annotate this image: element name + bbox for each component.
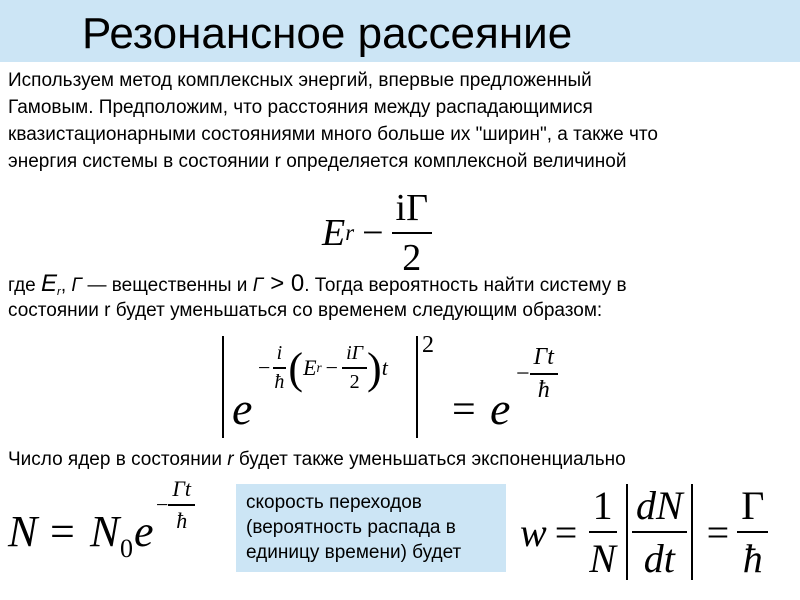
formula4-gamma: Γ xyxy=(737,482,768,533)
paragraph-1-line-4: энергия системы в состоянии r определяется комплексной величиной xyxy=(8,151,627,172)
formula-nuclei-decay xyxy=(8,476,228,586)
formula2-i: i xyxy=(273,342,287,369)
paragraph-1-line-2: Гамовым. Предположим, что расстояния между распадающимися xyxy=(8,97,593,118)
formula2-paren-close: ) xyxy=(367,343,382,393)
formula2-equals: = xyxy=(452,387,476,433)
p2-gamma2: Γ xyxy=(252,275,264,296)
formula3-fraction xyxy=(168,476,195,534)
formula3-minus: − xyxy=(156,492,169,517)
formula2-paren-open: ( xyxy=(288,343,304,393)
formula2-abs-left xyxy=(222,336,224,438)
formula4-hbar: ħ xyxy=(742,536,763,581)
formula3-gammat: Γt xyxy=(168,476,195,506)
formula2-e: e xyxy=(232,383,253,434)
formula4-equals: = xyxy=(554,509,578,555)
formula3-N0: N xyxy=(90,507,120,556)
p3-after: будет также уменьшаться экспоненциально xyxy=(233,449,626,470)
formula2-E: E xyxy=(303,355,317,380)
p2-suffix: . Тогда вероятность найти систему в xyxy=(304,275,627,296)
formula4-one-over-N xyxy=(585,482,620,582)
formula2-e-right: e xyxy=(490,383,511,434)
formula2-two: 2 xyxy=(349,371,360,393)
formula1-r: r xyxy=(345,220,355,245)
formula4-dt: dt xyxy=(643,536,675,581)
callout-box xyxy=(236,484,506,572)
formula2-right-minus: − xyxy=(516,360,530,387)
p2-prefix: где xyxy=(8,275,42,296)
formula2-abs-right xyxy=(416,336,418,438)
formula-transition-rate xyxy=(520,482,768,582)
formula4-gamma-over-hbar xyxy=(737,482,768,582)
p2-gamma: Γ xyxy=(71,275,83,296)
formula4-abs-right xyxy=(691,484,693,580)
formula1-minus: − xyxy=(362,212,384,254)
formula4-dN: dN xyxy=(632,482,687,533)
callout-line-1: скорость переходов xyxy=(246,492,422,513)
formula3-N: N xyxy=(8,507,38,556)
formula1-E: E xyxy=(322,212,346,254)
formula2-i-over-hbar xyxy=(270,342,288,394)
slide-title: Резонансное рассеяние xyxy=(82,9,573,58)
formula4-equals-2: = xyxy=(706,509,730,555)
p2-r-sub: r xyxy=(57,285,61,298)
p2-dash: — xyxy=(82,275,112,296)
formula3-zero: 0 xyxy=(120,534,133,563)
paragraph-3 xyxy=(8,446,626,473)
formula3-exponent xyxy=(156,476,195,534)
formula2-right-hbar: ħ xyxy=(537,377,550,403)
formula4-w: w xyxy=(520,509,547,555)
formula2-exponent xyxy=(258,342,388,394)
formula2-power-2: 2 xyxy=(422,332,434,358)
formula4-one: 1 xyxy=(589,482,617,533)
paragraph-1-line-3: квазистационарными состояниями много больше их "ширин", а также что xyxy=(8,124,658,145)
formula2-gammat-over-hbar xyxy=(530,344,558,404)
formula2-inner-minus: − xyxy=(325,355,339,380)
formula2-igamma-over-2 xyxy=(342,342,367,394)
callout-line-2: (вероятность распада в xyxy=(246,517,456,538)
formula1-numerator: iΓ xyxy=(392,186,433,234)
formula2-igamma: iΓ xyxy=(342,342,367,369)
formula1-fraction xyxy=(392,186,433,280)
formula4-N: N xyxy=(589,536,616,581)
formula4-dn-over-dt xyxy=(632,482,687,582)
paragraph-1-line-1: Используем метод комплексных энергий, впервые предложенный xyxy=(8,70,592,91)
p2-gt0: > 0 xyxy=(263,270,305,297)
callout-line-3: единицу времени) будет xyxy=(246,542,462,563)
formula2-exp-minus: − xyxy=(258,355,271,380)
p3-before: Число ядер в состоянии xyxy=(8,449,228,470)
formula2-t: t xyxy=(381,355,388,380)
formula2-r: r xyxy=(316,360,322,375)
paragraph-2-line-2: состоянии r будет уменьшаться со временем следующим образом: xyxy=(8,300,603,321)
formula2-hbar: ħ xyxy=(274,371,285,393)
p2-comma: , xyxy=(60,275,72,296)
formula-complex-energy xyxy=(322,186,432,280)
formula3-hbar: ħ xyxy=(176,508,188,533)
formula4-abs-left xyxy=(626,484,628,580)
p2-E: E xyxy=(41,270,58,297)
p2-middle: вещественны и xyxy=(111,275,253,296)
formula2-right-exponent xyxy=(516,344,558,404)
formula2-gammat: Γt xyxy=(530,344,558,375)
formula3-e: e xyxy=(134,507,154,556)
formula3-equals: = xyxy=(50,507,75,556)
p3-r: r xyxy=(227,449,234,470)
formula1-denominator: 2 xyxy=(402,237,422,279)
